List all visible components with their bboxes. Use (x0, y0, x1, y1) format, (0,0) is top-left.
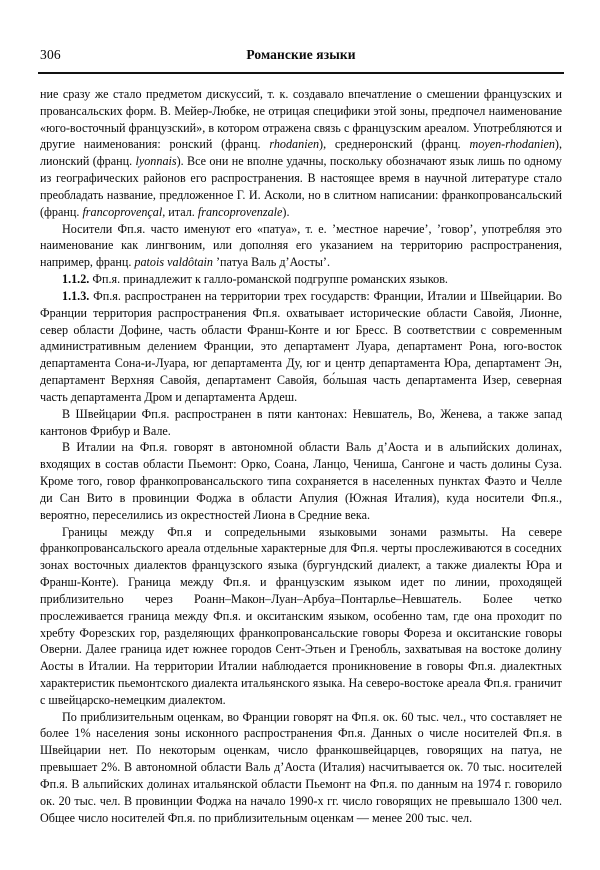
paragraph (40, 709, 562, 827)
text-run: По приблизительным оценкам, во Франции говорят на Фп.я. ок. 60 тыс. чел., что составляет не более 1% населения зоны исконного распространения Фп.я. Данных о числе носителей Фп.я. в Швейцарии нет. По некоторым оценкам, число франкошвейцарцев, говорящих на патуа, не превышает 2%. В автономной области Валь дʼАоста (Италия) насчитывается ок. 70 тыс. носителей Фп.я. В альпийских долинах итальянской области Пьемонт на Фп.я. по данным на 1974 г. говорило ок. 20 тыс. чел. В провинции Фоджа на начало 1990-х гг. число говорящих не превышало 1300 чел. Общее число носителей Фп.я. по приблизительным оценкам — менее 200 тыс. чел. (40, 709, 562, 825)
text-run: Границы между Фп.я и сопредельными языковыми зонами размыты. На севере франкопровансальского ареала отдельные характерные для Фп.я. черты прослеживаются в соседних зонах восточных диалектов французского языка (бургундский диалект, а также диалекты Юра и Франш-Конте). Граница между Фп.я. и французским языком идет по линии, проходящей приблизительно через Роанн–Макон–Луан–Арбуа–Понтарлье–Невшатель. Более четко прослеживается граница между Фп.я. и окситанским языком, особенно там, где она проходит по хребту Форезских гор, разделяющих франкопровансальские говоры Фореза и окситанские говоры Оверни. Далее граница идет южнее городов Сент-Этьен и Гренобль, захватывая на востоке долину Аосты в Италии. На территории Италии наблюдается проникновение в говоры Фп.я. диалектных характеристик пьемонтского диалекта итальянского языка. На северо-востоке ареала Фп.я. граничит с швейцарско-немецким диалектом. (40, 524, 562, 707)
body-text-column (40, 86, 562, 826)
text-run: ). Все они не вполне удачны, поскольку обозначают язык лишь по одному из географических районов его распространения. В настоящее время в научной литературе стало преобладать название, предложенное Г. И. Асколи, но в слитном написании: франкопровансальский (франц. (40, 154, 563, 219)
paragraph (40, 439, 562, 523)
section-number: 1.1.2. (62, 272, 90, 287)
italic-term: lyonnais (135, 154, 177, 169)
paragraph (40, 406, 562, 440)
text-run: ), среднеронский (франц. (319, 137, 470, 152)
italic-term: francoprovençal (82, 204, 163, 219)
text-run: Носители Фп.я. часто именуют его «патуа», т. е. ʼместное наречиеʼ, ʼговорʼ, употребляя это наименование как лингвоним, или дополняя его указанием на территорию распространения, например, франц. (40, 221, 562, 270)
header-rule (38, 72, 564, 74)
text-run: , итал. (162, 204, 198, 219)
italic-term: moyen-rhodanien (469, 137, 555, 152)
text-run: ние сразу же стало предметом дискуссий, т. к. создавало впечатление о смешении французских и провансальских форм. В. Мейер-Любке, не отрицая специфики этой зоны, предпочел наименование «юго-восточный французский», в котором отражена связь с французским ареалом. Употребляются и другие наименования: ронский (франц. (40, 87, 562, 152)
italic-term: rhodanien (269, 137, 320, 152)
text-run: Фп.я. распространен на территории трех государств: Франции, Италии и Швейцарии. Во Франции территория распространения Фп.я. охватывает исторические области Савойя, Лионне, север области Дофине, часть области Франш-Конте и юг Бресс. В соответствии с современным административным делением Франции, это департамент Луара, департамент Рона, юго-восток департамента Сона-и-Луара, юг департамента Ду, юг и центр департамента Юра, департамент Эн, департамент Верхняя Савойя, департамент Савойя, бо́льшая часть департамента Изер, северная часть департамента Дром и департамента Ардеш. (40, 288, 562, 404)
running-head-title: Романские языки (246, 47, 356, 62)
text-run: Фп.я. принадлежит к галло-романской подгруппе романских языков. (89, 272, 448, 287)
section-number: 1.1.3. (62, 288, 90, 303)
italic-term: patois valdôtain (134, 255, 213, 270)
text-run: ). (282, 204, 290, 219)
text-run: ), лионский (франц. (40, 137, 562, 169)
text-run: В Италии на Фп.я. говорят в автономной области Валь дʼАоста и в альпийских долинах, входящих в состав области Пьемонт: Орко, Соана, Ланцо, Чениша, Сангоне и часть долины Суза. Кроме того, говор франкопровансальского типа сохраняется в населенных пунктах Фаэто и Челле ди Сан Вито в провинции Фоджа в области Апулия (Южная Италия), куда носители Фп.я., вероятно, переселились из окрестностей Лиона в Средние века. (40, 440, 562, 522)
paragraph (40, 221, 562, 271)
text-run: ʼпатуа Валь дʼАостыʼ. (212, 255, 331, 270)
paragraph (40, 86, 562, 221)
running-head (40, 46, 562, 66)
italic-term: francoprovenzale (197, 204, 283, 219)
text-run: В Швейцарии Фп.я. распространен в пяти кантонах: Невшатель, Во, Женева, а также запад кантонов Фрибур и Вале. (40, 406, 562, 438)
paragraph (40, 288, 562, 406)
paragraph (40, 271, 562, 288)
paragraph (40, 524, 562, 709)
page-number: 306 (40, 47, 61, 62)
